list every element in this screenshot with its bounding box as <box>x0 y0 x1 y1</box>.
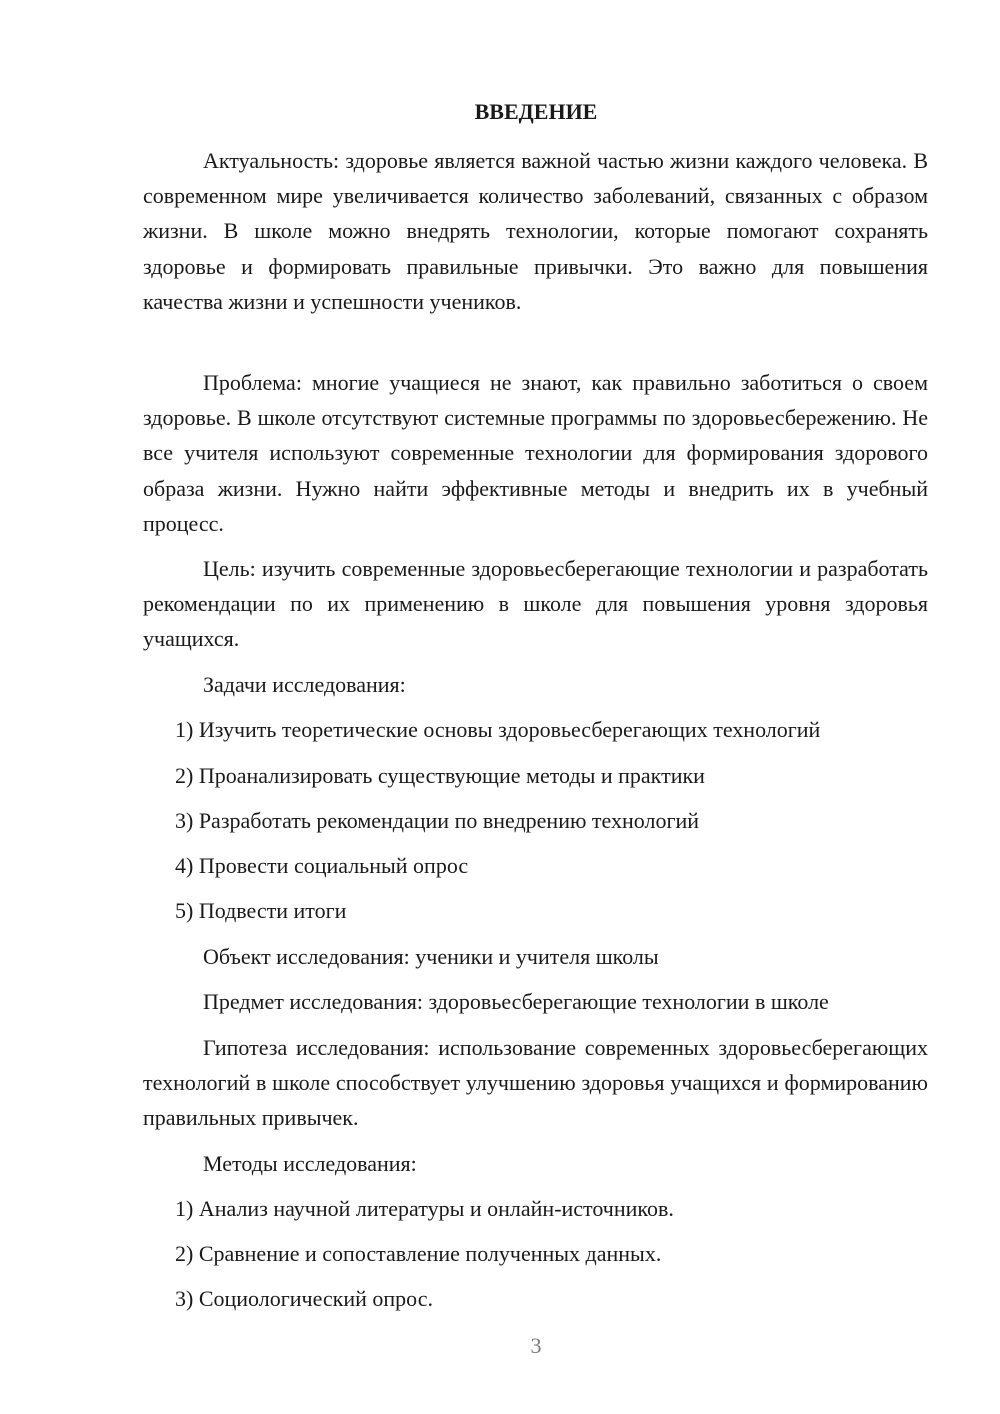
method-item: 1) Анализ научной литературы и онлайн-источников. <box>175 1196 674 1221</box>
page-title: ВВЕДЕНИЕ <box>474 99 598 124</box>
tasks-heading: Задачи исследования: <box>203 672 406 697</box>
task-item: 4) Провести социальный опрос <box>175 853 469 878</box>
relevance-paragraph: Актуальность: здоровье является важной частью жизни каждого человека. В современном мире увеличивается количество заболеваний, связанных с образом жизни. В школе можно внедрять технологии, которые помогают сохранять здоровье и формировать правильные привычки. Это важно для повышения качества жизни и успешности учеников. <box>143 148 928 314</box>
hypothesis-paragraph: Гипотеза исследования: использование современных здоровьесберегающих технологий в школе способствует улучшению здоровья учащихся и формированию правильных привычек. <box>143 1035 928 1131</box>
page-number: 3 <box>530 1333 542 1358</box>
research-object: Объект исследования: ученики и учителя школы <box>203 944 659 969</box>
problem-paragraph: Проблема: многие учащиеся не знают, как правильно заботиться о своем здоровье. В школе отсутствуют системные программы по здоровьесбережению. Не все учителя используют современные технологии для формирования здорового образа жизни. Нужно найти эффективные методы и внедрить их в учебный процесс. <box>143 370 928 536</box>
task-item: 3) Разработать рекомендации по внедрению технологий <box>175 808 700 833</box>
goal-paragraph: Цель: изучить современные здоровьесберегающие технологии и разработать рекомендации по их применению в школе для повышения уровня здоровья учащихся. <box>143 556 928 652</box>
task-item: 5) Подвести итоги <box>175 898 347 923</box>
method-item: 3) Социологический опрос. <box>175 1286 433 1311</box>
research-subject: Предмет исследования: здоровьесберегающие технологии в школе <box>203 989 829 1014</box>
task-item: 1) Изучить теоретические основы здоровьесберегающих технологий <box>175 717 821 742</box>
task-item: 2) Проанализировать существующие методы и практики <box>175 763 705 788</box>
methods-heading: Методы исследования: <box>203 1151 417 1176</box>
method-item: 2) Сравнение и сопоставление полученных данных. <box>175 1241 662 1266</box>
